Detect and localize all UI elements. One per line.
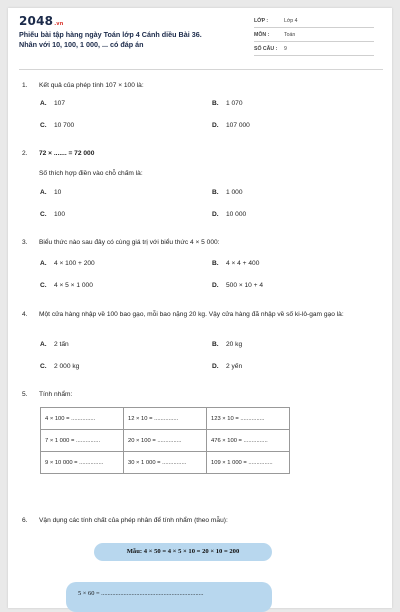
meta-class <box>254 17 374 28</box>
table-row <box>41 408 290 430</box>
sample-pill: Mẫu: 4 × 50 = 4 × 5 × 10 = 20 × 10 = 200 <box>94 543 272 561</box>
question-number: 2. <box>22 150 28 157</box>
exercise-line[interactable]: 5 × 60 = ................................................................ <box>78 590 204 597</box>
q3-option-a[interactable]: A. 4 × 100 + 200 <box>40 260 95 267</box>
question-text: Vận dụng các tính chất của phép nhân để tính nhẩm (theo mẫu): <box>39 517 228 524</box>
q4-option-c[interactable]: C. 2 000 kg <box>40 363 80 370</box>
meta-key: SỐ CÂU : <box>254 46 278 52</box>
q1-option-c[interactable]: C. 10 700 <box>40 122 75 129</box>
table-cell[interactable]: 12 × 10 = ............... <box>124 408 207 430</box>
table-cell[interactable]: 109 × 1 000 = ............... <box>207 452 290 474</box>
site-logo[interactable]: 2048.vn <box>19 14 64 28</box>
q4-option-a[interactable]: A. 2 tấn <box>40 341 69 348</box>
question-number: 5. <box>22 391 28 398</box>
table-cell[interactable]: 4 × 100 = ............... <box>41 408 124 430</box>
table-cell[interactable]: 123 × 10 = ............... <box>207 408 290 430</box>
q3-option-d[interactable]: D. 500 × 10 + 4 <box>212 282 264 289</box>
q4-option-d[interactable]: D. 2 yến <box>212 363 243 370</box>
q1-option-b[interactable]: B. 1 070 <box>212 100 243 107</box>
q2-option-d[interactable]: D. 10 000 <box>212 211 247 218</box>
document-title: Phiếu bài tập hàng ngày Toán lớp 4 Cánh diều Bài 36. Nhân với 10, 100, 1 000, ... có đáp án <box>19 30 202 49</box>
question-number: 1. <box>22 82 28 89</box>
q3-option-b[interactable]: B. 4 × 4 + 400 <box>212 260 260 267</box>
q2-option-c[interactable]: C. 100 <box>40 211 66 218</box>
question-number: 6. <box>22 517 28 524</box>
q1-option-d[interactable]: D. 107 000 <box>212 122 250 129</box>
meta-value: Lớp 4 <box>284 18 298 24</box>
q4-option-b[interactable]: B. 20 kg <box>212 341 243 348</box>
table-row <box>41 452 290 474</box>
meta-value: 9 <box>284 46 287 52</box>
table-cell[interactable]: 30 × 1 000 = ............... <box>124 452 207 474</box>
q2-option-a[interactable]: A. 10 <box>40 189 62 196</box>
question-text: Tính nhẩm: <box>39 391 73 398</box>
table-cell[interactable]: 476 × 100 = ............... <box>207 430 290 452</box>
meta-value: Toán <box>284 32 296 38</box>
question-text: 72 × ....... = 72 000 <box>39 150 95 157</box>
question-text: Biểu thức nào sau đây có cùng giá trị với biểu thức 4 × 5 000: <box>39 239 220 246</box>
table-cell[interactable]: 9 × 10 000 = ............... <box>41 452 124 474</box>
question-subtext: Số thích hợp điền vào chỗ chấm là: <box>39 170 143 177</box>
mental-math-table <box>40 407 290 474</box>
q2-option-b[interactable]: B. 1 000 <box>212 189 243 196</box>
header-divider <box>19 69 383 70</box>
question-text: Một cửa hàng nhập về 100 bao gạo, mỗi bao nặng 20 kg. Vậy cửa hàng đã nhập về số ki-lô-gam gạo là: <box>39 311 344 318</box>
exercise-box <box>66 582 272 612</box>
question-number: 4. <box>22 311 28 318</box>
table-cell[interactable]: 7 × 1 000 = ............... <box>41 430 124 452</box>
table-cell[interactable]: 20 × 100 = ............... <box>124 430 207 452</box>
meta-subject <box>254 31 374 42</box>
q3-option-c[interactable]: C. 4 × 5 × 1 000 <box>40 282 93 289</box>
question-text: Kết quả của phép tính 107 × 100 là: <box>39 82 144 89</box>
q1-option-a[interactable]: A. 107 <box>40 100 66 107</box>
table-row <box>41 430 290 452</box>
question-number: 3. <box>22 239 28 246</box>
meta-key: MÔN : <box>254 32 270 38</box>
meta-count <box>254 45 374 56</box>
meta-key: LỚP : <box>254 18 269 24</box>
